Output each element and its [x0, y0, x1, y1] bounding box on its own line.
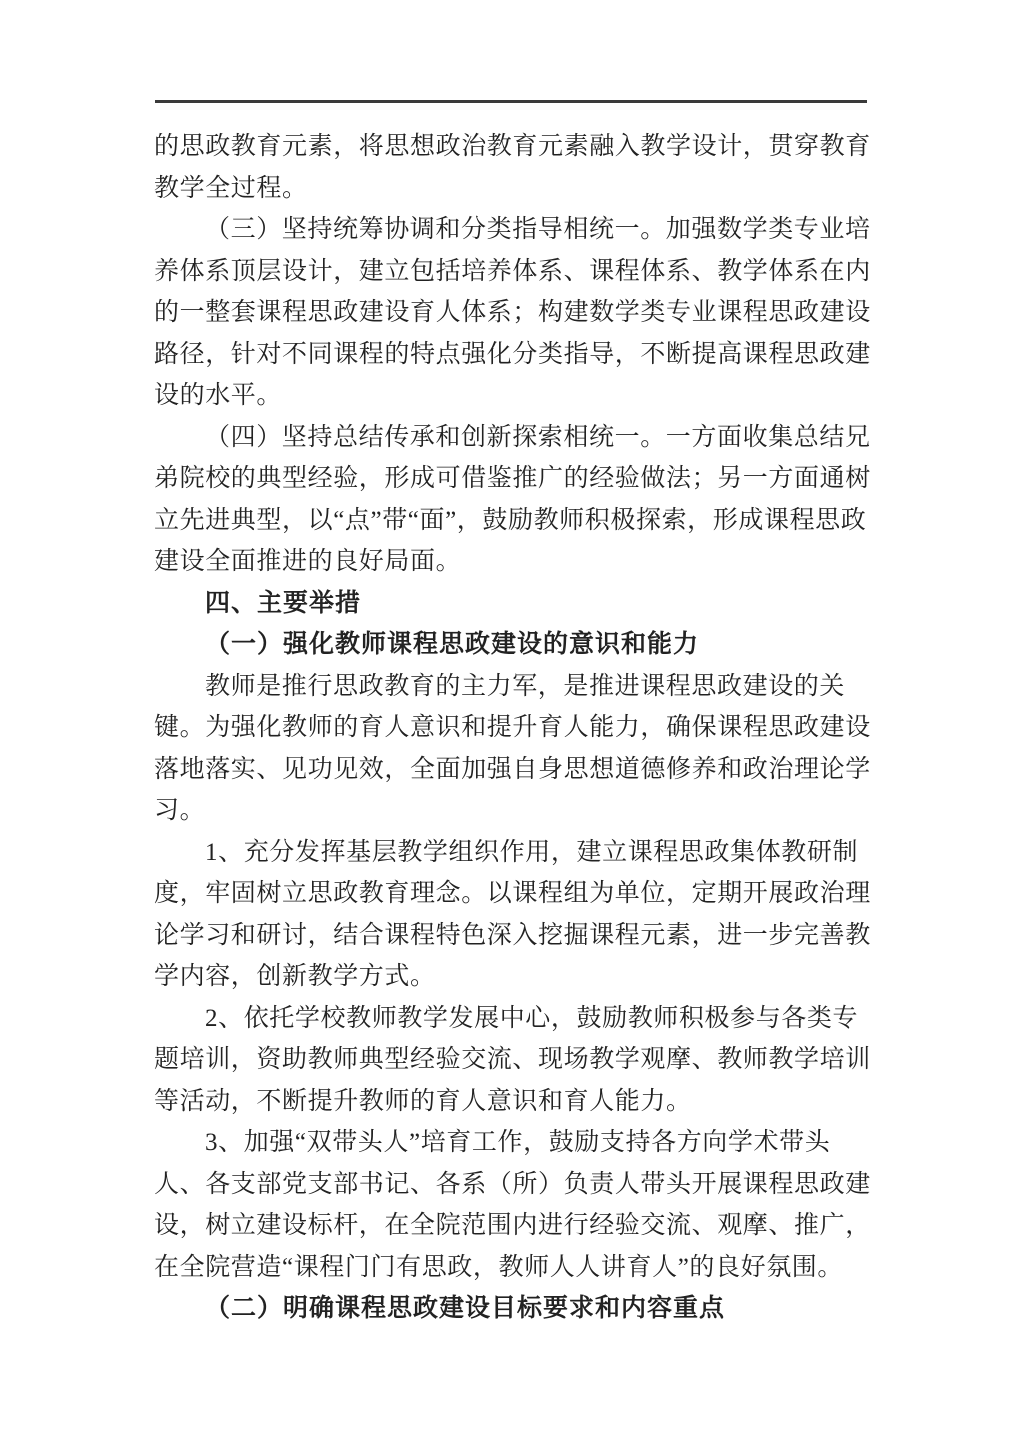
text-line: 立先进典型，以“点”带“面”，鼓励教师积极探索，形成课程思政: [154, 506, 867, 534]
text-line: 弟院校的典型经验，形成可借鉴推广的经验做法；另一方面通树: [154, 465, 871, 492]
document-content: [154, 126, 870, 1330]
text-line: 落地落实、见功见效，全面加强自身思想道德修养和政治理论学: [154, 755, 871, 783]
text-line: 教学全过程。: [154, 174, 308, 202]
text-line: 设，树立建设标杆，在全院范围内进行经验交流、观摩、推广，: [154, 1212, 871, 1239]
text-line: 学内容，创新教学方式。: [154, 963, 436, 990]
text-line: 的一整套课程思政建设育人体系；构建数学类专业课程思政建设: [154, 299, 871, 326]
text-line: 2、依托学校教师教学发展中心，鼓励教师积极参与各类专: [205, 1004, 859, 1032]
heading-line: （二）明确课程思政建设目标要求和内容重点: [205, 1294, 726, 1322]
text-line: 养体系顶层设计，建立包括培养体系、课程体系、教学体系在内: [154, 257, 871, 285]
text-line: 度，牢固树立思政教育理念。以课程组为单位，定期开展政治理: [154, 880, 871, 907]
text-line: 习。: [154, 797, 206, 824]
text-line: 教师是推行思政教育的主力军，是推进课程思政建设的关: [205, 672, 846, 700]
text-line: 论学习和研讨，结合课程特色深入挖掘课程元素，进一步完善教: [154, 921, 871, 949]
text-line: 等活动，不断提升教师的育人意识和育人能力。: [154, 1087, 692, 1115]
heading-line: 四、主要举措: [205, 588, 362, 617]
heading-line: （一）强化教师课程思政建设的意识和能力: [205, 630, 700, 658]
header-rule: [155, 100, 867, 103]
text-line: 建设全面推进的良好局面。: [154, 548, 462, 575]
text-line: 人、各支部党支部书记、各系（所）负责人带头开展课程思政建: [154, 1170, 871, 1198]
text-line: 在全院营造“课程门门有思政，教师人人讲育人”的良好氛围。: [154, 1253, 843, 1281]
text-line: （四）坚持总结传承和创新探索相统一。一方面收集总结兄: [205, 423, 871, 451]
text-line: （三）坚持统筹协调和分类指导相统一。加强数学类专业培: [205, 216, 871, 243]
text-line: 1、充分发挥基层教学组织作用，建立课程思政集体教研制: [205, 838, 859, 866]
text-line: 题培训，资助教师典型经验交流、现场教学观摩、教师教学培训: [154, 1046, 871, 1073]
text-line: 键。为强化教师的育人意识和提升育人能力，确保课程思政建设: [154, 714, 871, 741]
text-line: 3、加强“双带头人”培育工作，鼓励支持各方向学术带头: [205, 1129, 831, 1156]
text-line: 的思政教育元素，将思想政治教育元素融入教学设计，贯穿教育: [154, 133, 871, 160]
text-line: 设的水平。: [154, 382, 283, 409]
text-line: 路径，针对不同课程的特点强化分类指导，不断提高课程思政建: [154, 340, 871, 368]
